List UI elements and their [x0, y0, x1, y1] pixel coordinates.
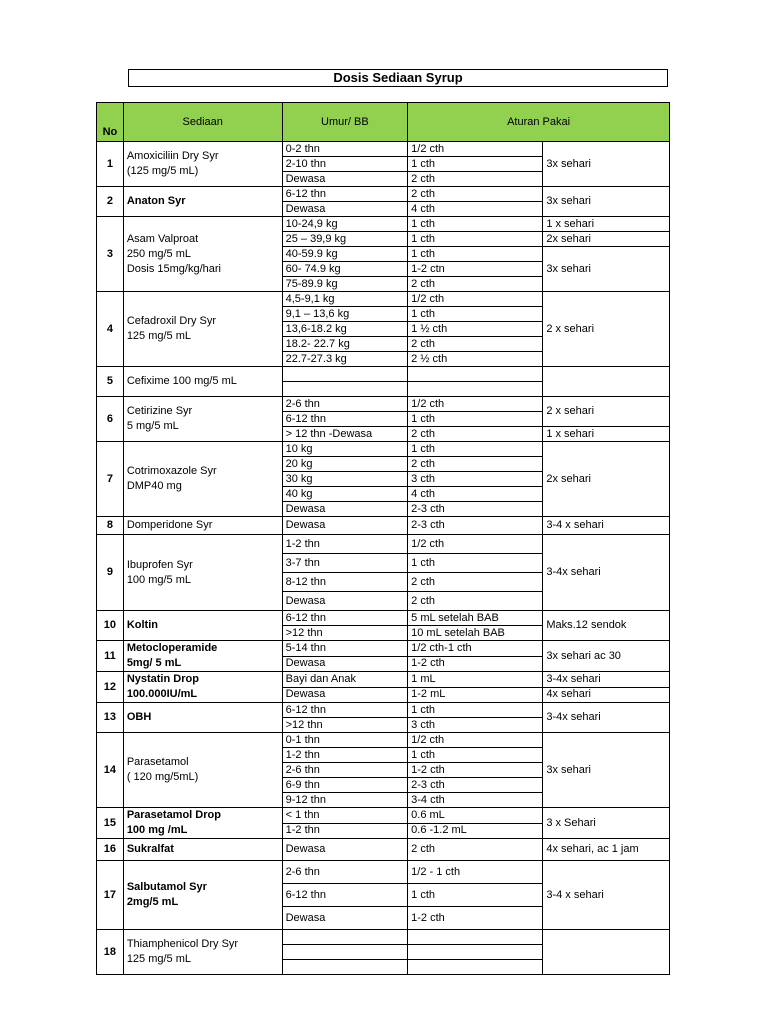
cell-umur: > 12 thn -Dewasa	[282, 427, 408, 442]
cell-umur	[282, 930, 408, 945]
cell-dosis: 1 cth	[408, 554, 543, 573]
cell-aturan: 3x sehari ac 30	[543, 641, 670, 672]
cell-umur: >12 thn	[282, 626, 408, 641]
cell-dosis: 1/2 cth	[408, 733, 543, 748]
cell-aturan: 1 x sehari	[543, 217, 670, 232]
cell-dosis: 1 cth	[408, 157, 543, 172]
table-body	[97, 142, 670, 975]
cell-umur	[282, 382, 408, 397]
cell-no: 12	[97, 672, 124, 703]
header-umur: Umur/ BB	[282, 103, 408, 142]
cell-dosis: 2 ½ cth	[408, 352, 543, 367]
cell-no: 3	[97, 217, 124, 292]
table-row	[97, 442, 670, 457]
cell-aturan	[543, 367, 670, 397]
header-no: No	[97, 103, 124, 142]
sediaan-line: Amoxiciliin Dry Syr	[126, 150, 219, 162]
cell-aturan: 2 x sehari	[543, 292, 670, 367]
cell-umur: 2-6 thn	[282, 763, 408, 778]
table-row	[97, 397, 670, 412]
cell-dosis: 1/2 - 1 cth	[408, 861, 543, 884]
sediaan-line: ( 120 mg/5mL)	[126, 771, 199, 783]
cell-dosis: 1/2 cth-1 cth	[408, 641, 543, 657]
cell-umur: 9,1 – 13,6 kg	[282, 307, 408, 322]
cell-umur: 6-12 thn	[282, 611, 408, 626]
cell-umur: 40 kg	[282, 487, 408, 502]
cell-umur: >12 thn	[282, 718, 408, 733]
cell-sediaan	[123, 367, 282, 397]
cell-dosis: 1-2 ctn	[408, 262, 543, 277]
cell-dosis: 1/2 cth	[408, 535, 543, 554]
dosage-table	[96, 102, 670, 975]
cell-umur: Dewasa	[282, 202, 408, 217]
cell-umur: 6-12 thn	[282, 884, 408, 907]
cell-aturan: 1 x sehari	[543, 427, 670, 442]
cell-umur: Dewasa	[282, 592, 408, 611]
cell-dosis: 1 cth	[408, 412, 543, 427]
cell-umur: 75-89.9 kg	[282, 277, 408, 292]
sediaan-line: Nystatin Drop	[126, 673, 199, 685]
cell-sediaan	[123, 808, 282, 839]
table-row	[97, 217, 670, 232]
cell-aturan: 4x sehari, ac 1 jam	[543, 839, 670, 861]
cell-umur: 4,5-9,1 kg	[282, 292, 408, 307]
cell-sediaan	[123, 442, 282, 517]
cell-sediaan	[123, 292, 282, 367]
table-row	[97, 808, 670, 824]
table-row	[97, 367, 670, 382]
cell-umur	[282, 945, 408, 960]
sediaan-line: 5 mg/5 mL	[126, 420, 179, 432]
cell-aturan: 3x sehari	[543, 187, 670, 217]
cell-dosis	[408, 930, 543, 945]
cell-umur: 13,6-18.2 kg	[282, 322, 408, 337]
header-sediaan: Sediaan	[123, 103, 282, 142]
cell-dosis: 4 cth	[408, 202, 543, 217]
cell-dosis: 4 cth	[408, 487, 543, 502]
dosage-table-container	[96, 102, 670, 965]
cell-sediaan	[123, 733, 282, 808]
cell-umur	[282, 367, 408, 382]
table-row	[97, 535, 670, 554]
cell-umur: Dewasa	[282, 687, 408, 703]
cell-sediaan	[123, 397, 282, 442]
cell-no: 14	[97, 733, 124, 808]
cell-no: 2	[97, 187, 124, 217]
sediaan-line: (125 mg/5 mL)	[126, 165, 199, 177]
cell-no: 4	[97, 292, 124, 367]
table-row	[97, 142, 670, 157]
cell-no: 13	[97, 703, 124, 733]
cell-aturan: 2 x sehari	[543, 397, 670, 427]
cell-aturan: 3x sehari	[543, 733, 670, 808]
page-title: Dosis Sediaan Syrup	[128, 69, 668, 87]
cell-no: 11	[97, 641, 124, 672]
cell-sediaan	[123, 611, 282, 641]
cell-dosis: 1 cth	[408, 442, 543, 457]
cell-dosis	[408, 945, 543, 960]
sediaan-line: Thiamphenicol Dry Syr	[126, 938, 239, 950]
cell-dosis: 1-2 cth	[408, 763, 543, 778]
cell-umur: 5-14 thn	[282, 641, 408, 657]
cell-no: 18	[97, 930, 124, 975]
cell-sediaan	[123, 930, 282, 975]
sediaan-line: 125 mg/5 mL	[126, 953, 192, 965]
table-row	[97, 861, 670, 884]
sediaan-line: 5mg/ 5 mL	[126, 657, 182, 669]
table-row	[97, 517, 670, 535]
cell-aturan: 3-4x sehari	[543, 703, 670, 733]
cell-umur: 6-9 thn	[282, 778, 408, 793]
cell-dosis: 1-2 cth	[408, 656, 543, 672]
cell-dosis: 1 cth	[408, 247, 543, 262]
cell-sediaan	[123, 217, 282, 292]
cell-dosis: 2 cth	[408, 187, 543, 202]
cell-umur: 60- 74.9 kg	[282, 262, 408, 277]
cell-dosis	[408, 382, 543, 397]
cell-dosis: 3-4 cth	[408, 793, 543, 808]
sediaan-line: 250 mg/5 mL	[126, 247, 192, 260]
cell-sediaan	[123, 672, 282, 703]
cell-dosis	[408, 367, 543, 382]
cell-umur: 10-24,9 kg	[282, 217, 408, 232]
table-row	[97, 187, 670, 202]
cell-dosis: 1 cth	[408, 217, 543, 232]
cell-umur: Dewasa	[282, 839, 408, 861]
sediaan-line: 100 mg /mL	[126, 824, 188, 836]
sediaan-line: Anaton Syr	[126, 195, 186, 207]
cell-sediaan	[123, 535, 282, 611]
table-row	[97, 703, 670, 718]
sediaan-line: Cotrimoxazole Syr	[126, 465, 217, 477]
cell-dosis: 5 mL setelah BAB	[408, 611, 543, 626]
cell-dosis: 1 ½ cth	[408, 322, 543, 337]
cell-umur: 40-59.9 kg	[282, 247, 408, 262]
cell-umur: 25 – 39,9 kg	[282, 232, 408, 247]
cell-dosis	[408, 960, 543, 975]
cell-dosis: 2-3 cth	[408, 502, 543, 517]
cell-no: 7	[97, 442, 124, 517]
table-row	[97, 672, 670, 688]
cell-umur: 2-6 thn	[282, 861, 408, 884]
cell-no: 5	[97, 367, 124, 397]
cell-aturan: 3-4x sehari	[543, 535, 670, 611]
sediaan-line: Cefixime 100 mg/5 mL	[126, 375, 237, 387]
cell-umur	[282, 960, 408, 975]
sediaan-line: Ibuprofen Syr	[126, 558, 193, 571]
sediaan-line: Cefadroxil Dry Syr	[126, 315, 217, 327]
header-aturan: Aturan Pakai	[408, 103, 670, 142]
cell-dosis: 2 cth	[408, 457, 543, 472]
table-row	[97, 641, 670, 657]
sediaan-line: Parasetamol	[126, 756, 189, 768]
cell-umur: 6-12 thn	[282, 412, 408, 427]
cell-dosis: 1 cth	[408, 703, 543, 718]
cell-dosis: 0.6 mL	[408, 808, 543, 824]
cell-aturan: 3x sehari	[543, 142, 670, 187]
sediaan-line: Parasetamol Drop	[126, 809, 221, 821]
cell-dosis: 1 cth	[408, 232, 543, 247]
sediaan-line: 100 mg/5 mL	[126, 573, 192, 586]
cell-umur: 6-12 thn	[282, 703, 408, 718]
cell-aturan: 3-4 x sehari	[543, 861, 670, 930]
sediaan-line: Sukralfat	[126, 843, 174, 855]
cell-no: 17	[97, 861, 124, 930]
cell-dosis: 10 mL setelah BAB	[408, 626, 543, 641]
cell-aturan: 3x sehari	[543, 247, 670, 292]
sediaan-line: DMP40 mg	[126, 480, 182, 492]
cell-umur: 0-1 thn	[282, 733, 408, 748]
cell-umur: 1-2 thn	[282, 823, 408, 839]
cell-umur: 8-12 thn	[282, 573, 408, 592]
sediaan-line: Domperidone Syr	[126, 519, 213, 531]
cell-umur: Dewasa	[282, 656, 408, 672]
cell-dosis: 2 cth	[408, 427, 543, 442]
cell-sediaan	[123, 703, 282, 733]
cell-sediaan	[123, 187, 282, 217]
cell-umur: 2-6 thn	[282, 397, 408, 412]
cell-umur: Dewasa	[282, 502, 408, 517]
cell-umur: Bayi dan Anak	[282, 672, 408, 688]
table-row	[97, 930, 670, 945]
cell-dosis: 1-2 mL	[408, 687, 543, 703]
cell-dosis: 1/2 cth	[408, 142, 543, 157]
cell-umur: 1-2 thn	[282, 535, 408, 554]
cell-aturan: 3 x Sehari	[543, 808, 670, 839]
cell-no: 6	[97, 397, 124, 442]
cell-dosis: 0.6 -1.2 mL	[408, 823, 543, 839]
cell-umur: 18.2- 22.7 kg	[282, 337, 408, 352]
cell-dosis: 2-3 cth	[408, 517, 543, 535]
cell-aturan: Maks.12 sendok	[543, 611, 670, 641]
cell-umur: 0-2 thn	[282, 142, 408, 157]
cell-dosis: 1 cth	[408, 884, 543, 907]
cell-aturan: 3-4 x sehari	[543, 517, 670, 535]
cell-dosis: 3 cth	[408, 472, 543, 487]
cell-umur: Dewasa	[282, 172, 408, 187]
sediaan-line: Dosis 15mg/kg/hari	[126, 262, 221, 275]
cell-dosis: 1 cth	[408, 748, 543, 763]
cell-umur: 6-12 thn	[282, 187, 408, 202]
cell-no: 1	[97, 142, 124, 187]
table-row	[97, 733, 670, 748]
cell-dosis: 2 cth	[408, 592, 543, 611]
sediaan-line: 125 mg/5 mL	[126, 330, 192, 342]
cell-dosis: 2 cth	[408, 277, 543, 292]
sediaan-line: Salbutamol Syr	[126, 881, 207, 893]
sediaan-line: Metocloperamide	[126, 642, 218, 654]
table-row	[97, 611, 670, 626]
cell-umur: 1-2 thn	[282, 748, 408, 763]
cell-no: 9	[97, 535, 124, 611]
cell-umur: Dewasa	[282, 907, 408, 930]
cell-aturan: 2x sehari	[543, 232, 670, 247]
cell-aturan: 2x sehari	[543, 442, 670, 517]
table-row	[97, 292, 670, 307]
cell-dosis: 3 cth	[408, 718, 543, 733]
cell-dosis: 2 cth	[408, 337, 543, 352]
cell-sediaan	[123, 142, 282, 187]
cell-umur: 9-12 thn	[282, 793, 408, 808]
cell-sediaan	[123, 839, 282, 861]
cell-dosis: 1-2 cth	[408, 907, 543, 930]
cell-no: 8	[97, 517, 124, 535]
cell-dosis: 2 cth	[408, 839, 543, 861]
cell-umur: 2-10 thn	[282, 157, 408, 172]
table-header-row	[97, 103, 670, 142]
sediaan-line: Asam Valproat	[126, 232, 199, 245]
sediaan-line: 2mg/5 mL	[126, 896, 179, 908]
cell-no: 15	[97, 808, 124, 839]
cell-dosis: 2 cth	[408, 573, 543, 592]
cell-sediaan	[123, 517, 282, 535]
sediaan-line: 100.000IU/mL	[126, 688, 198, 700]
cell-dosis: 1 mL	[408, 672, 543, 688]
cell-aturan: 4x sehari	[543, 687, 670, 703]
cell-aturan: 3-4x sehari	[543, 672, 670, 688]
cell-sediaan	[123, 641, 282, 672]
cell-sediaan	[123, 861, 282, 930]
cell-umur: Dewasa	[282, 517, 408, 535]
cell-umur: 20 kg	[282, 457, 408, 472]
cell-dosis: 1/2 cth	[408, 397, 543, 412]
cell-no: 16	[97, 839, 124, 861]
table-row	[97, 839, 670, 861]
cell-umur: 22.7-27.3 kg	[282, 352, 408, 367]
sediaan-line: Koltin	[126, 619, 158, 631]
sediaan-line: Cetirizine Syr	[126, 405, 193, 417]
cell-no: 10	[97, 611, 124, 641]
cell-umur: 10 kg	[282, 442, 408, 457]
cell-dosis: 2-3 cth	[408, 778, 543, 793]
cell-dosis: 2 cth	[408, 172, 543, 187]
sediaan-line: OBH	[126, 711, 152, 723]
cell-umur: 30 kg	[282, 472, 408, 487]
cell-umur: 3-7 thn	[282, 554, 408, 573]
cell-dosis: 1 cth	[408, 307, 543, 322]
cell-dosis: 1/2 cth	[408, 292, 543, 307]
cell-aturan	[543, 930, 670, 975]
cell-umur: < 1 thn	[282, 808, 408, 824]
